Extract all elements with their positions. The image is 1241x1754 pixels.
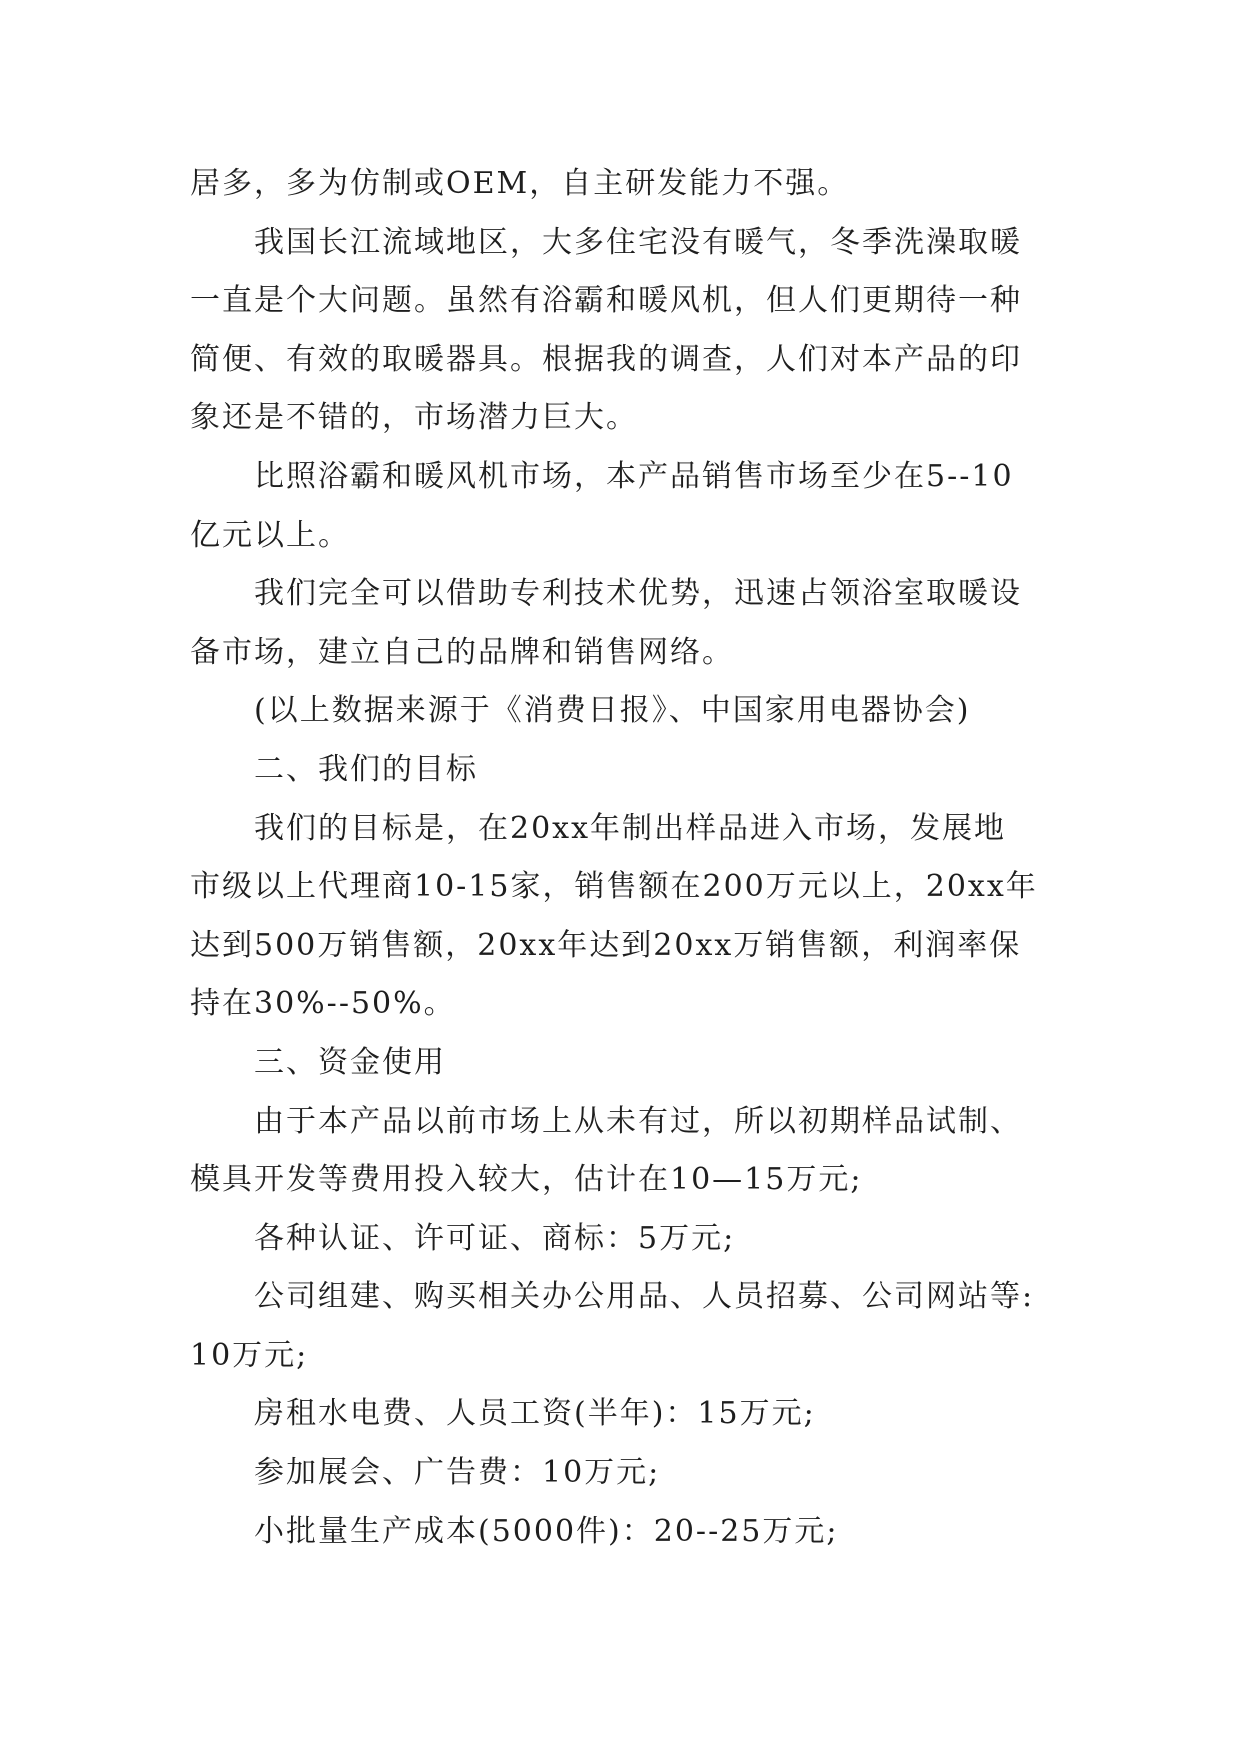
text-line: 达到500万销售额，20xx年达到20xx万销售额，利润率保 — [190, 927, 1022, 963]
text-line: 居多，多为仿制或OEM，自主研发能力不强。 — [190, 166, 850, 201]
text-line: 简便、有效的取暖器具。根据我的调查，人们对本产品的印 — [190, 341, 1022, 377]
text-line: 持在30%--50%。 — [190, 986, 456, 1022]
text-line: 参加展会、广告费：10万元; — [254, 1455, 661, 1491]
section-heading: 二、我们的目标 — [254, 751, 478, 787]
text-line: 我们的目标是，在20xx年制出样品进入市场，发展地 — [254, 810, 1007, 846]
text-line: 我国长江流域地区，大多住宅没有暖气，冬季洗澡取暖 — [254, 224, 1022, 260]
text-line: 公司组建、购买相关办公用品、人员招募、公司网站等: — [254, 1279, 1035, 1315]
section-heading: 三、资金使用 — [254, 1044, 446, 1080]
text-line: 模具开发等费用投入较大，估计在10—15万元; — [190, 1162, 863, 1198]
text-line: (以上数据来源于《消费日报》、中国家用电器协会) — [254, 693, 971, 729]
text-line: 一直是个大问题。虽然有浴霸和暖风机，但人们更期待一种 — [190, 283, 1022, 319]
text-line: 亿元以上。 — [190, 517, 350, 553]
text-line: 备市场，建立自己的品牌和销售网络。 — [190, 634, 734, 670]
text-line: 小批量生产成本(5000件)：20--25万元; — [254, 1513, 839, 1549]
document-body — [190, 155, 1050, 1561]
text-line: 房租水电费、人员工资(半年)：15万元; — [254, 1396, 816, 1432]
text-line: 我们完全可以借助专利技术优势，迅速占领浴室取暖设 — [254, 576, 1022, 612]
text-line: 由于本产品以前市场上从未有过，所以初期样品试制、 — [254, 1103, 1022, 1139]
text-line: 象还是不错的，市场潜力巨大。 — [190, 400, 638, 436]
text-line: 市级以上代理商10-15家，销售额在200万元以上，20xx年 — [190, 869, 1038, 905]
text-line: 比照浴霸和暖风机市场，本产品销售市场至少在5--10 — [254, 458, 1014, 494]
text-line: 各种认证、许可证、商标：5万元; — [254, 1220, 736, 1256]
text-line: 10万元; — [190, 1337, 309, 1373]
